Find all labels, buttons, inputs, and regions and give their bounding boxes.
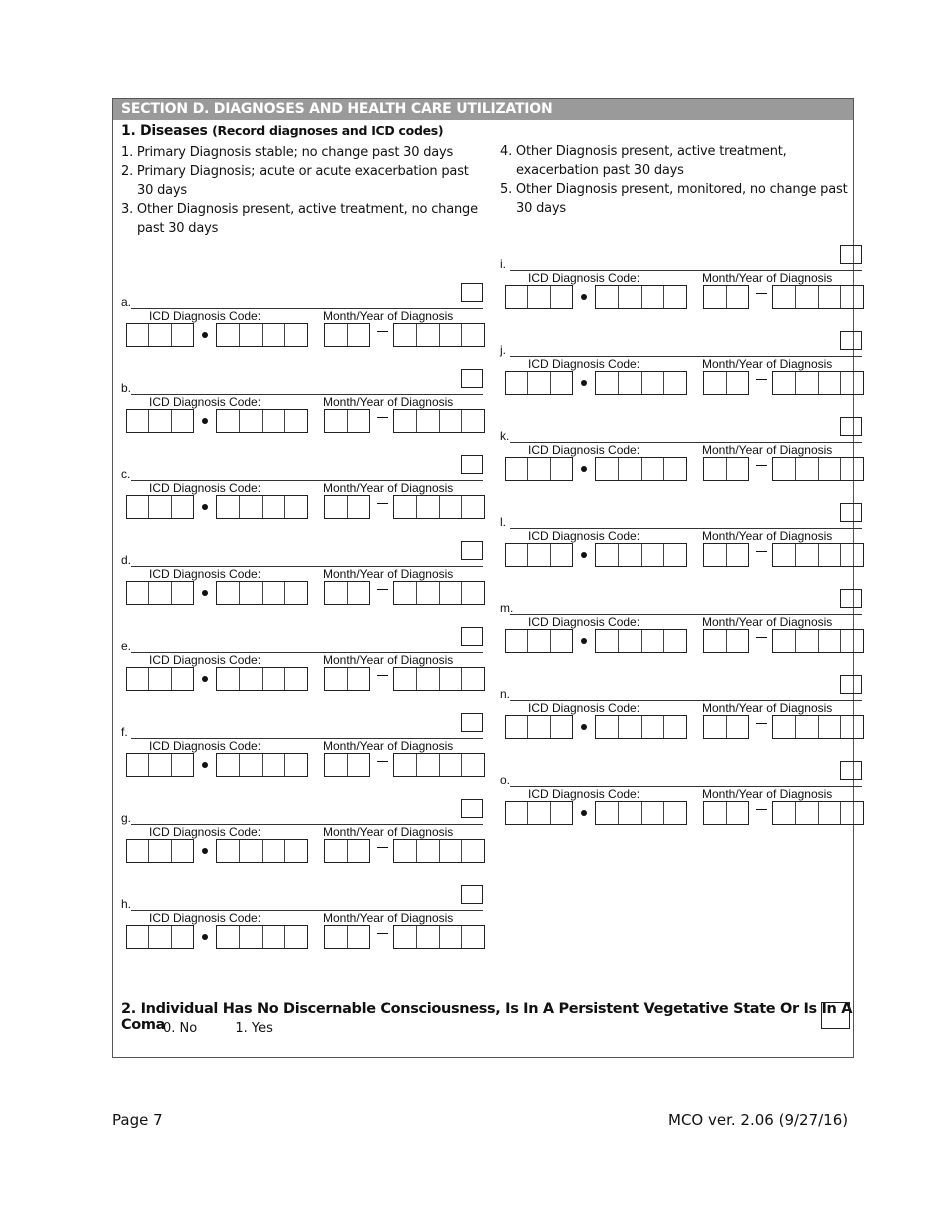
date-separator: [377, 417, 388, 418]
entry-letter: e.: [121, 639, 132, 653]
decimal-dot: [581, 724, 587, 730]
month-boxes[interactable]: [324, 409, 370, 433]
decimal-dot: [202, 418, 208, 424]
icd-prefix-boxes[interactable]: [126, 323, 194, 347]
entry-letter: i.: [500, 257, 506, 271]
icd-suffix-boxes[interactable]: [595, 543, 687, 567]
year-boxes[interactable]: [772, 543, 864, 567]
status-code-box[interactable]: [461, 799, 483, 818]
date-separator: [756, 723, 767, 724]
diagnosis-entry: [500, 761, 862, 841]
codes-list-left: [121, 143, 481, 238]
icd-code-label: ICD Diagnosis Code:: [149, 481, 262, 495]
entry-letter: d.: [121, 553, 132, 567]
code-item: 1. Primary Diagnosis stable; no change past 30 days: [121, 145, 454, 160]
icd-prefix-boxes[interactable]: [505, 715, 573, 739]
month-boxes[interactable]: [324, 581, 370, 605]
status-code-box[interactable]: [840, 589, 862, 608]
year-boxes[interactable]: [772, 285, 864, 309]
icd-prefix-boxes[interactable]: [505, 629, 573, 653]
code-item: 5. Other Diagnosis present, monitored, no change past 30 days: [500, 182, 848, 216]
entry-letter: c.: [121, 467, 131, 481]
icd-code-label: ICD Diagnosis Code:: [149, 309, 262, 323]
icd-suffix-boxes[interactable]: [595, 629, 687, 653]
icd-prefix-boxes[interactable]: [505, 457, 573, 481]
diagnosis-entry: [121, 799, 483, 879]
month-boxes[interactable]: [324, 753, 370, 777]
diagnosis-entry: [500, 245, 862, 325]
date-separator: [377, 331, 388, 332]
diagnosis-entry: [500, 589, 862, 669]
date-label: Month/Year of Diagnosis: [702, 271, 833, 285]
icd-suffix-boxes[interactable]: [216, 925, 308, 949]
date-separator: [377, 761, 388, 762]
page-number: Page 7: [112, 1111, 163, 1129]
icd-code-label: ICD Diagnosis Code:: [528, 787, 641, 801]
date-label: Month/Year of Diagnosis: [702, 529, 833, 543]
year-boxes[interactable]: [393, 925, 485, 949]
status-code-box[interactable]: [840, 675, 862, 694]
code-item: 4. Other Diagnosis present, active treatment, exacerbation past 30 days: [500, 144, 787, 178]
decimal-dot: [202, 590, 208, 596]
icd-prefix-boxes[interactable]: [126, 495, 194, 519]
year-boxes[interactable]: [393, 323, 485, 347]
icd-code-label: ICD Diagnosis Code:: [149, 567, 262, 581]
icd-prefix-boxes[interactable]: [126, 667, 194, 691]
icd-suffix-boxes[interactable]: [595, 285, 687, 309]
icd-suffix-boxes[interactable]: [216, 581, 308, 605]
date-label: Month/Year of Diagnosis: [323, 395, 454, 409]
decimal-dot: [202, 848, 208, 854]
year-boxes[interactable]: [393, 753, 485, 777]
decimal-dot: [581, 466, 587, 472]
date-separator: [756, 551, 767, 552]
date-separator: [756, 379, 767, 380]
icd-code-label: ICD Diagnosis Code:: [528, 443, 641, 457]
month-boxes[interactable]: [324, 323, 370, 347]
q2-title: 2. Individual Has No Discernable Consciousness, Is In A Persistent Vegetative State Or Is In A Coma: [121, 1001, 853, 1033]
date-label: Month/Year of Diagnosis: [323, 481, 454, 495]
status-code-box[interactable]: [461, 369, 483, 388]
diagnosis-entry: [121, 283, 483, 363]
entry-letter: o.: [500, 773, 511, 787]
diagnosis-entry: [500, 417, 862, 497]
status-code-box[interactable]: [461, 541, 483, 560]
decimal-dot: [581, 380, 587, 386]
month-boxes[interactable]: [324, 667, 370, 691]
date-label: Month/Year of Diagnosis: [702, 615, 833, 629]
date-label: Month/Year of Diagnosis: [323, 567, 454, 581]
q2-options: [163, 1021, 307, 1036]
date-separator: [377, 933, 388, 934]
icd-code-label: ICD Diagnosis Code:: [528, 615, 641, 629]
icd-code-label: ICD Diagnosis Code:: [528, 357, 641, 371]
diagnosis-entry: [500, 675, 862, 755]
icd-suffix-boxes[interactable]: [216, 667, 308, 691]
decimal-dot: [202, 762, 208, 768]
entry-letter: l.: [500, 515, 506, 529]
icd-code-label: ICD Diagnosis Code:: [528, 529, 641, 543]
month-boxes[interactable]: [703, 715, 749, 739]
icd-suffix-boxes[interactable]: [595, 457, 687, 481]
diagnosis-entry: [121, 541, 483, 621]
icd-suffix-boxes[interactable]: [595, 715, 687, 739]
icd-suffix-boxes[interactable]: [216, 409, 308, 433]
entry-letter: f.: [121, 725, 128, 739]
section-header: SECTION D. DIAGNOSES AND HEALTH CARE UTILIZATION: [113, 99, 853, 120]
diagnosis-entry: [500, 503, 862, 583]
year-boxes[interactable]: [393, 409, 485, 433]
decimal-dot: [581, 638, 587, 644]
entry-letter: k.: [500, 429, 510, 443]
diagnosis-entry: [500, 331, 862, 411]
decimal-dot: [202, 504, 208, 510]
icd-code-label: ICD Diagnosis Code:: [149, 653, 262, 667]
icd-code-label: ICD Diagnosis Code:: [149, 739, 262, 753]
year-boxes[interactable]: [772, 629, 864, 653]
q1-title-text: 1. Diseases: [121, 123, 208, 139]
year-boxes[interactable]: [772, 371, 864, 395]
year-boxes[interactable]: [772, 801, 864, 825]
entry-letter: h.: [121, 897, 132, 911]
icd-suffix-boxes[interactable]: [216, 323, 308, 347]
icd-code-label: ICD Diagnosis Code:: [149, 395, 262, 409]
status-code-box[interactable]: [840, 417, 862, 436]
icd-prefix-boxes[interactable]: [126, 753, 194, 777]
date-label: Month/Year of Diagnosis: [702, 787, 833, 801]
icd-code-label: ICD Diagnosis Code:: [528, 701, 641, 715]
status-code-box[interactable]: [461, 283, 483, 302]
date-separator: [377, 675, 388, 676]
icd-suffix-boxes[interactable]: [216, 495, 308, 519]
diagnosis-entry: [121, 713, 483, 793]
date-label: Month/Year of Diagnosis: [323, 653, 454, 667]
icd-prefix-boxes[interactable]: [126, 839, 194, 863]
date-label: Month/Year of Diagnosis: [323, 825, 454, 839]
date-separator: [756, 809, 767, 810]
month-boxes[interactable]: [703, 629, 749, 653]
month-boxes[interactable]: [324, 839, 370, 863]
q1-subtitle: (Record diagnoses and ICD codes): [212, 123, 444, 138]
month-boxes[interactable]: [703, 801, 749, 825]
decimal-dot: [202, 676, 208, 682]
icd-prefix-boxes[interactable]: [126, 409, 194, 433]
icd-suffix-boxes[interactable]: [216, 839, 308, 863]
month-boxes[interactable]: [324, 925, 370, 949]
date-separator: [756, 293, 767, 294]
icd-prefix-boxes[interactable]: [505, 285, 573, 309]
date-label: Month/Year of Diagnosis: [702, 357, 833, 371]
status-code-box[interactable]: [840, 245, 862, 264]
decimal-dot: [581, 294, 587, 300]
status-code-box[interactable]: [461, 885, 483, 904]
diagnosis-entry: [121, 885, 483, 965]
month-boxes[interactable]: [703, 371, 749, 395]
date-label: Month/Year of Diagnosis: [323, 911, 454, 925]
code-item: 3. Other Diagnosis present, active treatment, no change past 30 days: [121, 202, 478, 236]
status-code-box[interactable]: [461, 455, 483, 474]
q2-answer-box[interactable]: [821, 1002, 850, 1029]
decimal-dot: [202, 332, 208, 338]
date-separator: [756, 637, 767, 638]
date-label: Month/Year of Diagnosis: [702, 443, 833, 457]
decimal-dot: [581, 552, 587, 558]
month-boxes[interactable]: [703, 543, 749, 567]
diagnosis-entry: [121, 455, 483, 535]
status-code-box[interactable]: [461, 713, 483, 732]
icd-prefix-boxes[interactable]: [505, 801, 573, 825]
icd-prefix-boxes[interactable]: [126, 581, 194, 605]
q1-title: [121, 123, 443, 139]
month-boxes[interactable]: [703, 285, 749, 309]
year-boxes[interactable]: [772, 715, 864, 739]
icd-code-label: ICD Diagnosis Code:: [149, 825, 262, 839]
month-boxes[interactable]: [324, 495, 370, 519]
icd-prefix-boxes[interactable]: [126, 925, 194, 949]
diagnosis-entry: [121, 627, 483, 707]
icd-prefix-boxes[interactable]: [505, 543, 573, 567]
date-label: Month/Year of Diagnosis: [323, 739, 454, 753]
icd-suffix-boxes[interactable]: [595, 371, 687, 395]
entry-letter: n.: [500, 687, 511, 701]
section-d: [112, 98, 854, 1058]
entry-letter: m.: [500, 601, 514, 615]
icd-code-label: ICD Diagnosis Code:: [528, 271, 641, 285]
year-boxes[interactable]: [772, 457, 864, 481]
date-separator: [377, 847, 388, 848]
entry-letter: a.: [121, 295, 132, 309]
status-code-box[interactable]: [840, 761, 862, 780]
date-label: Month/Year of Diagnosis: [323, 309, 454, 323]
icd-prefix-boxes[interactable]: [505, 371, 573, 395]
code-item: 2. Primary Diagnosis; acute or acute exacerbation past 30 days: [121, 164, 469, 198]
date-label: Month/Year of Diagnosis: [702, 701, 833, 715]
date-separator: [377, 503, 388, 504]
status-code-box[interactable]: [840, 331, 862, 350]
status-code-box[interactable]: [461, 627, 483, 646]
icd-code-label: ICD Diagnosis Code:: [149, 911, 262, 925]
q2-option-yes: 1. Yes: [235, 1021, 273, 1036]
decimal-dot: [581, 810, 587, 816]
codes-list-right: [500, 142, 850, 218]
year-boxes[interactable]: [393, 495, 485, 519]
entry-letter: b.: [121, 381, 132, 395]
year-boxes[interactable]: [393, 839, 485, 863]
month-boxes[interactable]: [703, 457, 749, 481]
year-boxes[interactable]: [393, 667, 485, 691]
form-version: MCO ver. 2.06 (9/27/16): [668, 1111, 849, 1129]
status-code-box[interactable]: [840, 503, 862, 522]
entry-letter: g.: [121, 811, 132, 825]
year-boxes[interactable]: [393, 581, 485, 605]
diagnosis-entry: [121, 369, 483, 449]
date-separator: [377, 589, 388, 590]
date-separator: [756, 465, 767, 466]
q2-option-no: 0. No: [163, 1021, 198, 1036]
entry-letter: j.: [500, 343, 506, 357]
decimal-dot: [202, 934, 208, 940]
icd-suffix-boxes[interactable]: [595, 801, 687, 825]
icd-suffix-boxes[interactable]: [216, 753, 308, 777]
